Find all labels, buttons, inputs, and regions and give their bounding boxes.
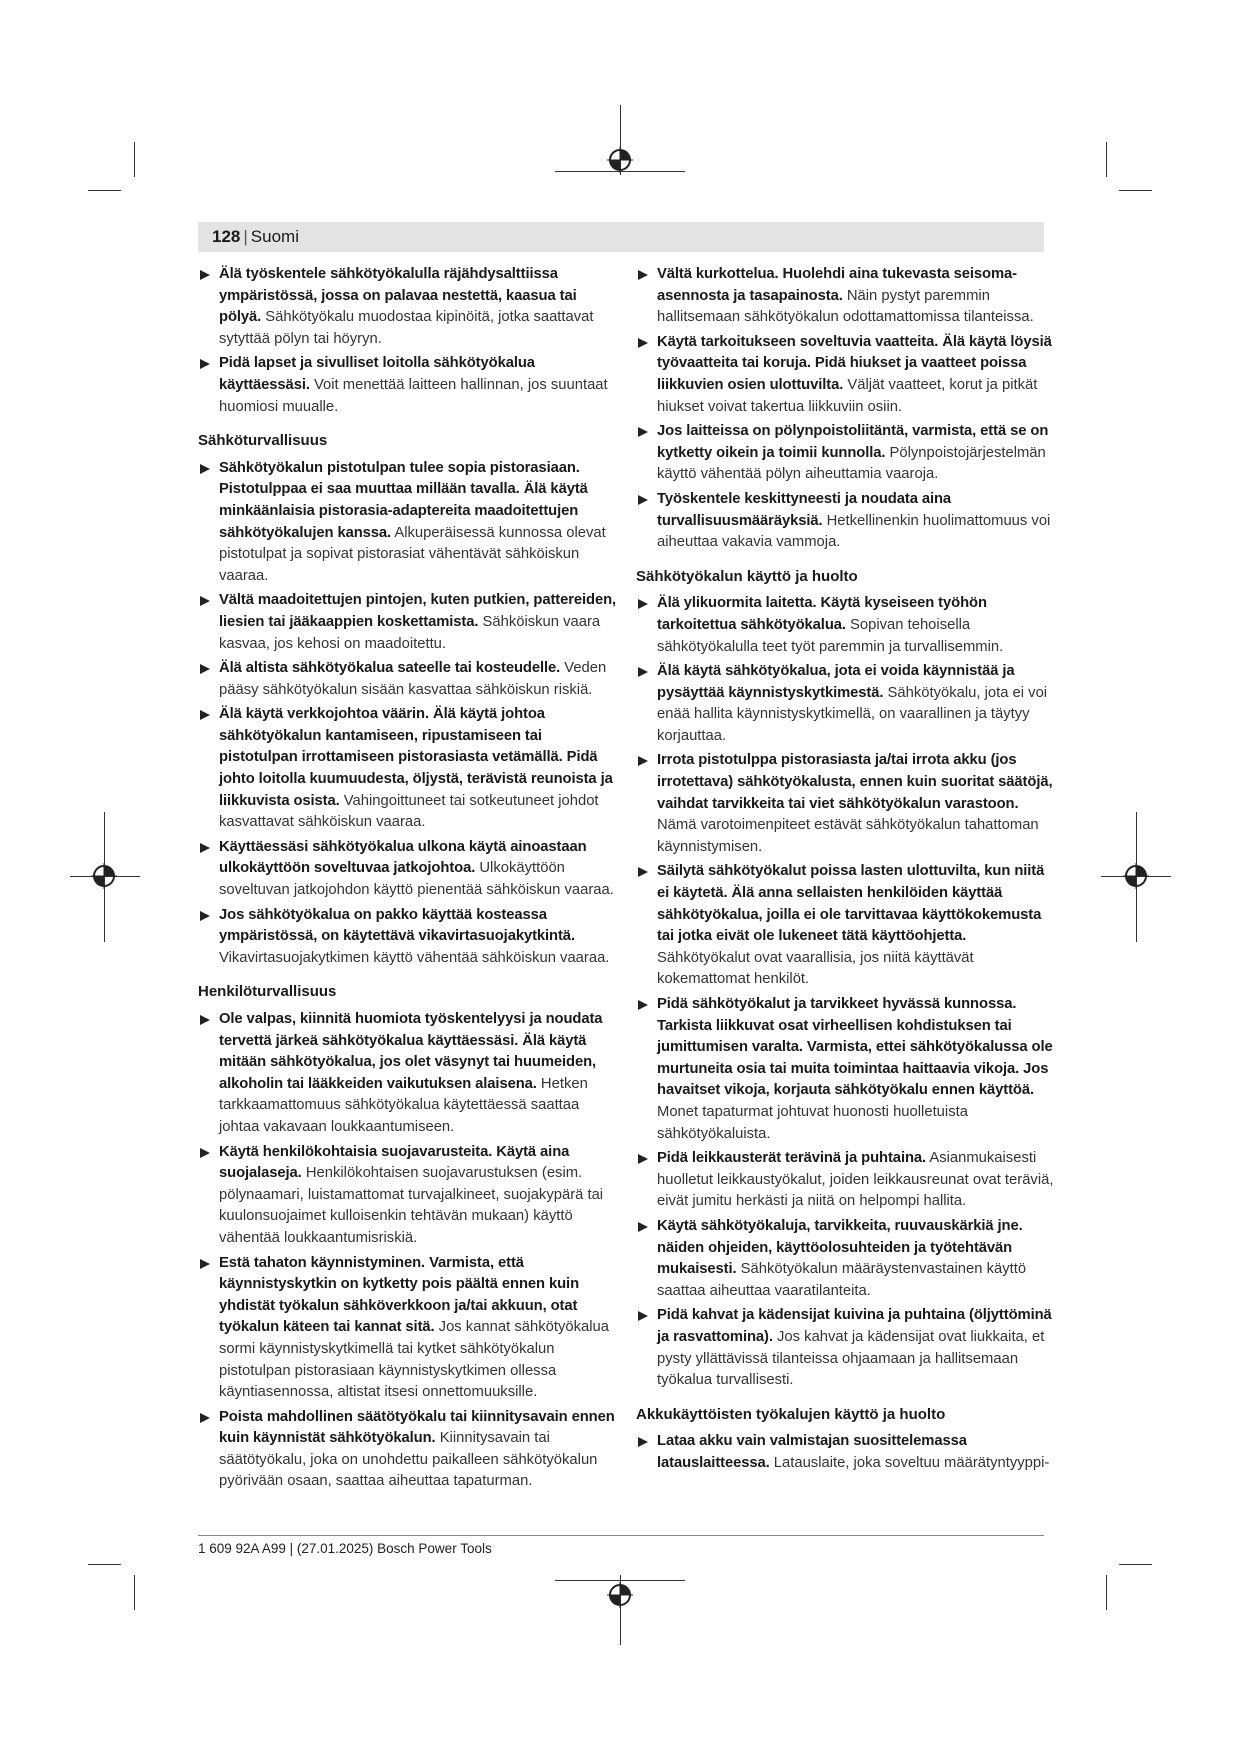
instruction-bold-text: Käytä tarkoitukseen soveltuvia vaatteita. Älä käytä löysiä työvaatteita tai koruja. Pidä hiukset ja vaatteet poissa liikkuvien osien ulottuvilta.	[657, 333, 1052, 393]
crop-mark	[134, 1575, 135, 1610]
page-footer: 1 609 92A A99 | (27.01.2025) Bosch Power Tools	[198, 1541, 492, 1556]
registration-target-icon	[1123, 863, 1149, 889]
safety-instruction	[636, 264, 1058, 329]
safety-instruction	[198, 837, 620, 902]
safety-instruction	[636, 1216, 1058, 1302]
safety-instruction	[636, 489, 1058, 554]
instruction-explanation: Vahingoittuneet tai sotkeutuneet johdot kasvattavat sähköiskun vaaraa.	[219, 792, 599, 831]
instruction-explanation: Voit menettää laitteen hallinnan, jos suuntaat huomiosi muualle.	[219, 376, 608, 415]
safety-instruction	[636, 661, 1058, 747]
instruction-bold-text: Irrota pistotulppa pistorasiasta ja/tai irrota akku (jos irrotettava) sähkötyökalusta, ennen kuin suoritat säätöjä, vaihdat tarvikkeita tai viet sähkötyökalun varastoon.	[657, 752, 1053, 812]
safety-instruction	[198, 704, 620, 834]
bullet-triangle-icon	[638, 1222, 648, 1232]
instruction-explanation: Hetken tarkkaamattomuus sähkötyökalua käytettäessä saattaa johtaa vakavaan loukkaantumiseen.	[219, 1075, 588, 1135]
bullet-triangle-icon	[200, 911, 210, 921]
instruction-explanation: Väljät vaatteet, korut ja pitkät hiukset voivat takertua liikkuviin osiin.	[657, 376, 1038, 415]
safety-instruction	[198, 1142, 620, 1250]
instruction-explanation: Henkilökohtaisen suojavarustuksen (esim. pölynaamari, luistamattomat turvajalkineet, suojakypärä tai kuulonsuojaimet kulloisenkin tehtävän mukaan) käyttö vähentää loukkaantumisriskiä.	[219, 1165, 604, 1246]
safety-instruction	[198, 1407, 620, 1493]
instruction-explanation: Sähkötyökalu, jota ei voi enää hallita käynnistyskytkimellä, on vaarallinen ja täytyy korjauttaa.	[657, 684, 1048, 744]
bullet-triangle-icon	[200, 843, 210, 853]
bullet-triangle-icon	[200, 1148, 210, 1158]
crop-mark	[1119, 190, 1152, 191]
instruction-bold-text: Ole valpas, kiinnitä huomiota työskentelyysi ja noudata tervettä järkeä sähkötyökalua käyttäessäsi. Älä käytä mitään sähkötyökalua, jos olet väsynyt tai huumeiden, alkoholin tai lääkkeiden vaikutuksen alaisena.	[219, 1011, 603, 1092]
bullet-triangle-icon	[638, 1154, 648, 1164]
registration-line	[555, 1580, 685, 1581]
bullet-triangle-icon	[200, 596, 210, 606]
bullet-triangle-icon	[200, 464, 210, 474]
bullet-triangle-icon	[200, 359, 210, 369]
instruction-explanation: Jos kahvat ja kädensijat ovat liukkaita, et pysty yllättävissä tilanteissa ohjaamaan ja hallitsemaan työkalua turvallisesti.	[657, 1328, 1045, 1389]
instruction-bold-text: Jos laitteissa on pölynpoistoliitäntä, varmista, että se on kytketty oikein ja toimii kunnolla.	[657, 423, 1049, 461]
safety-instruction	[636, 861, 1058, 991]
bullet-triangle-icon	[638, 756, 648, 766]
safety-instruction	[636, 1148, 1058, 1213]
safety-instruction	[198, 1009, 620, 1139]
safety-instruction	[636, 421, 1058, 486]
instruction-explanation: Näin pystyt paremmin hallitsemaan sähkötyökalun odottamattomissa tilanteissa.	[657, 287, 1034, 326]
page-number: 128	[212, 227, 241, 246]
instruction-explanation: Alkuperäisessä kunnossa olevat pistotulpat ja sopivat pistorasiat vähentävät sähköiskun vaaraa.	[219, 524, 606, 584]
bullet-triangle-icon	[638, 1311, 648, 1321]
header-separator: |	[243, 227, 248, 246]
instruction-bold-text: Älä käytä verkkojohtoa väärin. Älä käytä johtoa sähkötyökalun kantamiseen, ripustamiseen tai pistotulpan irrottamiseen pistorasiasta vetämällä. Pidä johto loitolla kuumuudesta, öljystä, terävistä reunoista ja liikkuvista osista.	[219, 706, 613, 809]
safety-instruction	[636, 332, 1058, 418]
bullet-triangle-icon	[638, 667, 648, 677]
instruction-explanation: Nämä varotoimenpiteet estävät sähkötyökalun tahattoman käynnistymisen.	[657, 817, 1039, 855]
registration-target-icon	[607, 1582, 633, 1608]
instruction-explanation: Latauslaite, joka soveltuu määrätyntyyppi-	[773, 1454, 1050, 1471]
bullet-triangle-icon	[638, 427, 648, 437]
instruction-bold-text: Älä työskentele sähkötyökalulla räjähdysalttiissa ympäristössä, jossa on palavaa nestettä, kaasua tai pölyä.	[219, 266, 577, 326]
instruction-bold-text: Pidä kahvat ja kädensijat kuivina ja puhtaina (öljyttöminä ja rasvattomina).	[657, 1307, 1052, 1345]
instruction-explanation: Sähkötyökalut ovat vaarallisia, jos niitä käyttävät kokemattomat henkilöt.	[657, 949, 974, 988]
bullet-triangle-icon	[638, 338, 648, 348]
instruction-explanation: Sähköiskun vaara kasvaa, jos kehosi on maadoitettu.	[219, 613, 601, 652]
instruction-bold-text: Estä tahaton käynnistyminen. Varmista, että käynnistyskytkin on kytketty pois päältä ennen kuin yhdistät työkalun sähköverkkoon ja/tai akkuun, otat työkalun käteen tai kannat sitä.	[219, 1254, 580, 1336]
right-column	[636, 264, 1058, 1477]
page-header	[198, 222, 1044, 252]
safety-instruction	[198, 264, 620, 350]
instruction-explanation: Sähkötyökalu muodostaa kipinöitä, jotka saattavat sytyttää pölyn tai höyryn.	[219, 309, 594, 347]
section-heading: Akkukäyttöisten työkalujen käyttö ja huolto	[636, 1405, 946, 1423]
instruction-bold-text: Jos sähkötyökalua on pakko käyttää kosteassa ympäristössä, on käytettävä vikavirtasuojakytkintä.	[219, 906, 575, 945]
crop-mark	[88, 190, 121, 191]
crop-mark	[88, 1564, 121, 1565]
crop-mark	[1106, 142, 1107, 177]
bullet-triangle-icon	[638, 1437, 648, 1447]
safety-instruction	[198, 905, 620, 970]
instruction-bold-text: Käytä henkilökohtaisia suojavarusteita. Käytä aina suojalaseja.	[219, 1143, 570, 1182]
instruction-bold-text: Lataa akku vain valmistajan suosittelemassa latauslaitteessa.	[657, 1433, 967, 1471]
instruction-bold-text: Sähkötyökalun pistotulpan tulee sopia pistorasiaan. Pistotulppaa ei saa muuttaa millään tavalla. Älä käytä minkäänlaisia pistorasia-adaptereita maadoitettujen sähkötyökalujen kanssa.	[219, 459, 588, 541]
safety-instruction	[198, 458, 620, 588]
safety-instruction	[198, 1253, 620, 1404]
instruction-bold-text: Pidä lapset ja sivulliset loitolla sähkötyökalua käyttäessäsi.	[219, 355, 535, 393]
safety-instruction	[636, 994, 1058, 1145]
safety-instruction	[198, 590, 620, 655]
instruction-explanation: Monet tapaturmat johtuvat huonosti huolletuista sähkötyökaluista.	[657, 1103, 968, 1142]
bullet-triangle-icon	[200, 710, 210, 720]
safety-instruction	[636, 750, 1058, 858]
instruction-bold-text: Älä altista sähkötyökalua sateelle tai kosteudelle.	[219, 660, 561, 677]
instruction-explanation: Veden pääsy sähkötyökalun sisään kasvattaa sähköiskun riskiä.	[219, 660, 607, 698]
instruction-bold-text: Käytä sähkötyökaluja, tarvikkeita, ruuvauskärkiä jne. näiden ohjeiden, käyttöolosuhteiden ja työtehtävän mukaisesti.	[657, 1217, 1023, 1278]
bullet-triangle-icon	[638, 599, 648, 609]
instruction-bold-text: Älä käytä sähkötyökalua, jota ei voida käynnistää ja pysäyttää käynnistyskytkimestä.	[657, 663, 1015, 701]
instruction-explanation: Jos kannat sähkötyökalua sormi käynnistyskytkimellä tai kytket sähkötyökalun pistotulpan pistorasiaan käynnistyskytkimen ollessa käyntiasennossa, altistat itsesi onnettomuuksille.	[219, 1319, 609, 1401]
instruction-explanation: Vikavirtasuojakytkimen käyttö vähentää sähköiskun vaaraa.	[219, 949, 610, 966]
crop-mark	[1106, 1575, 1107, 1610]
instruction-bold-text: Poista mahdollinen säätötyökalu tai kiinnitysavain ennen kuin käynnistät sähkötyökalun.	[219, 1408, 615, 1447]
instruction-explanation: Hetkellinenkin huolimattomuus voi aiheuttaa vakavia vammoja.	[657, 512, 1051, 551]
instruction-explanation: Sähkötyökalun määräystenvastainen käyttö saattaa aiheuttaa vaaratilanteita.	[657, 1261, 1027, 1299]
registration-target-icon	[607, 147, 633, 173]
bullet-triangle-icon	[638, 495, 648, 505]
instruction-bold-text: Käyttäessäsi sähkötyökalua ulkona käytä ainoastaan ulkokäyttöön soveltuvaa jatkojohtoa.	[219, 838, 587, 877]
instruction-bold-text: Älä ylikuormita laitetta. Käytä kyseiseen työhön tarkoitettua sähkötyökalua.	[657, 595, 987, 633]
section-heading: Henkilöturvallisuus	[198, 983, 337, 1001]
footer-divider	[198, 1535, 1044, 1536]
bullet-triangle-icon	[638, 270, 648, 280]
instruction-explanation: Ulkokäyttöön soveltuvan jatkojohdon käyttö pienentää sähköiskun vaaraa.	[219, 860, 614, 899]
header-language: Suomi	[250, 227, 299, 246]
instruction-bold-text: Vältä maadoitettujen pintojen, kuten putkien, pattereiden, liesien tai jääkaappien koskettamista.	[219, 592, 617, 630]
instruction-bold-text: Pidä sähkötyökalut ja tarvikkeet hyvässä kunnossa. Tarkista liikkuvat osat virheellisen kohdistuksen tai jumittumisen varalta. Varmista, ettei sähkötyökalussa ole murtuneita osia tai muita toimintaa haittaavia vikoja. Jos havaitset vikoja, korjauta sähkötyökalu ennen käyttöä.	[657, 996, 1053, 1099]
bullet-triangle-icon	[638, 1000, 648, 1010]
safety-instruction	[636, 1305, 1058, 1391]
instruction-bold-text: Pidä leikkausterät terävinä ja puhtaina.	[657, 1150, 927, 1167]
bullet-triangle-icon	[638, 867, 648, 877]
instruction-explanation: Pölynpoistojärjestelmän käyttö vähentää pölyn aiheuttamia vaaroja.	[657, 444, 1046, 483]
bullet-triangle-icon	[200, 270, 210, 280]
bullet-triangle-icon	[200, 1413, 210, 1423]
safety-instruction	[198, 658, 620, 701]
instruction-explanation: Kiinnitysavain tai säätötyökalu, joka on unohdettu paikalleen sähkötyökalun pyörivään osaan, saattaa aiheuttaa tapaturman.	[219, 1430, 598, 1490]
section-heading: Sähköturvallisuus	[198, 432, 328, 450]
bullet-triangle-icon	[200, 1259, 210, 1269]
crop-mark	[134, 142, 135, 177]
bullet-triangle-icon	[200, 1015, 210, 1025]
left-column	[198, 264, 620, 1496]
section-heading: Sähkötyökalun käyttö ja huolto	[636, 567, 858, 585]
safety-instruction	[198, 353, 620, 418]
instruction-explanation: Sopivan tehoisella sähkötyökalulla teet työt paremmin ja turvallisemmin.	[657, 616, 1004, 655]
bullet-triangle-icon	[200, 664, 210, 674]
instruction-bold-text: Säilytä sähkötyökalut poissa lasten ulottuvilta, kun niitä ei käytetä. Älä anna sellaisten henkilöiden käyttää sähkötyökalua, joilla ei ole tarvittavaa käyttökokemusta tai jotka eivät ole lukeneet tätä käyttöohjetta.	[657, 863, 1045, 945]
instruction-bold-text: Työskentele keskittyneesti ja noudata aina turvallisuusmääräyksiä.	[657, 490, 952, 529]
instruction-explanation: Asianmukaisesti huolletut leikkaustyökalut, joiden leikkausreunat ovat teräviä, eivät jumitu herkästi ja niitä on helpompi hallita.	[657, 1150, 1054, 1210]
registration-target-icon	[91, 863, 117, 889]
safety-instruction	[636, 593, 1058, 658]
safety-instruction	[636, 1431, 1058, 1474]
crop-mark	[1119, 1564, 1152, 1565]
instruction-bold-text: Vältä kurkottelua. Huolehdi aina tukevasta seisoma-asennosta ja tasapainosta.	[657, 266, 1018, 304]
